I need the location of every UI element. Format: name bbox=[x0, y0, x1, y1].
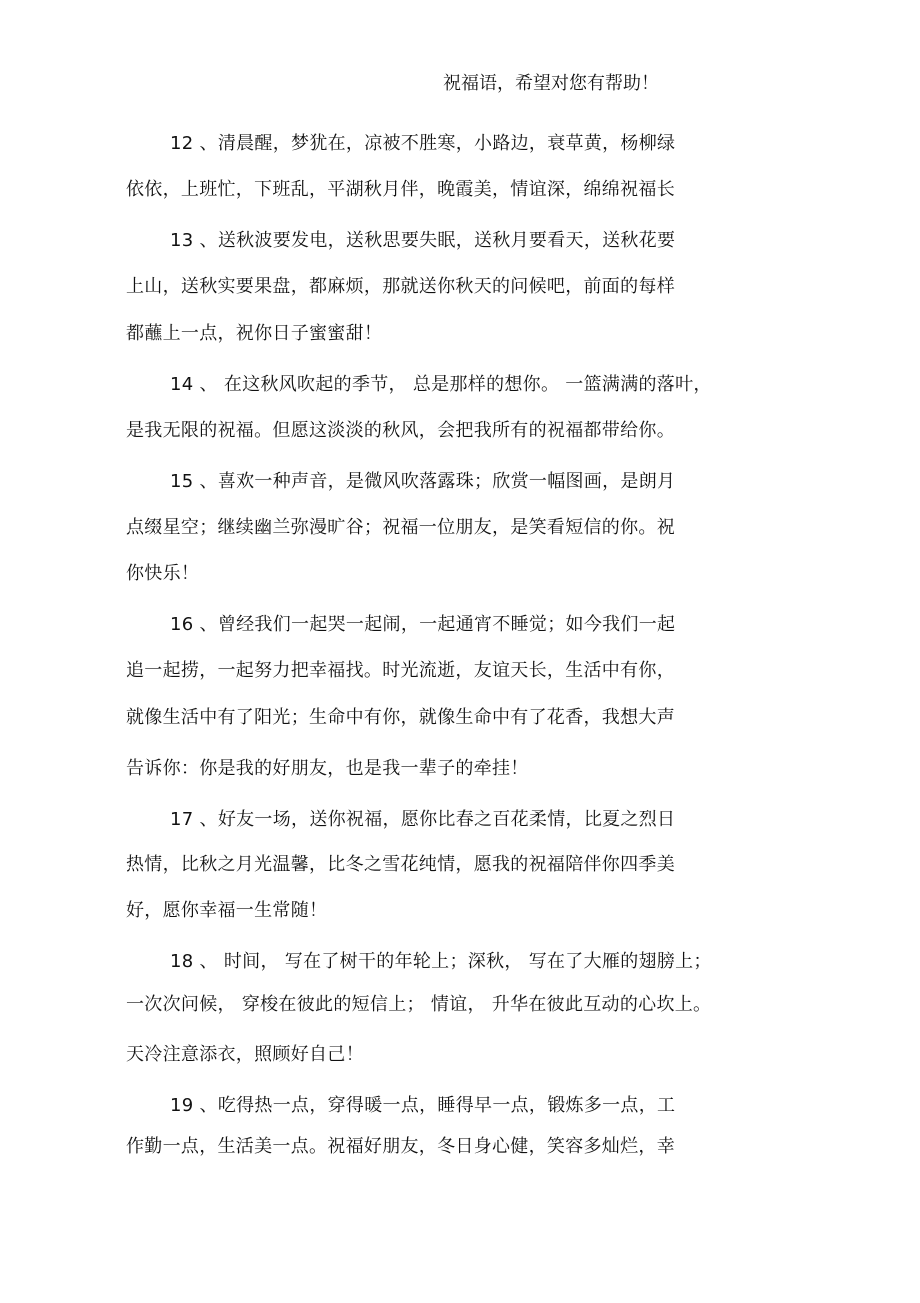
paragraph-line: 天冷注意添衣，照顾好自己！ bbox=[126, 1044, 364, 1065]
paragraph-line: 一次次问候， 穿梭在彼此的短信上； 情谊， 升华在彼此互动的心坎上。 bbox=[126, 994, 712, 1015]
paragraph-line: 15 、喜欢一种声音，是微风吹落露珠；欣赏一幅图画，是朗月 bbox=[170, 471, 676, 492]
paragraph-line: 就像生活中有了阳光；生命中有你，就像生命中有了花香，我想大声 bbox=[126, 707, 675, 728]
paragraph-line: 点缀星空；继续幽兰弥漫旷谷；祝福一位朋友，是笑看短信的你。祝 bbox=[126, 517, 675, 538]
paragraph-line: 上山，送秋实要果盘，都麻烦，那就送你秋天的问候吧，前面的每样 bbox=[126, 276, 675, 297]
paragraph-line: 是我无限的祝福。但愿这淡淡的秋风，会把我所有的祝福都带给你。 bbox=[126, 420, 675, 441]
page-header-title: 祝福语，希望对您有帮助！ bbox=[443, 73, 659, 94]
paragraph-line: 追一起捞，一起努力把幸福找。时光流逝，友谊天长，生活中有你， bbox=[126, 660, 675, 681]
paragraph-line: 热情，比秋之月光温馨，比冬之雪花纯情，愿我的祝福陪伴你四季美 bbox=[126, 854, 675, 875]
paragraph-line: 12 、清晨醒，梦犹在，凉被不胜寒，小路边，衰草黄，杨柳绿 bbox=[170, 133, 676, 154]
paragraph-line: 好，愿你幸福一生常随！ bbox=[126, 900, 328, 921]
paragraph-line: 依依，上班忙，下班乱，平湖秋月伴，晚霞美，情谊深，绵绵祝福长 bbox=[126, 179, 675, 200]
paragraph-line: 17 、好友一场，送你祝福，愿你比春之百花柔情，比夏之烈日 bbox=[170, 809, 676, 830]
paragraph-line: 16 、曾经我们一起哭一起闹，一起通宵不睡觉；如今我们一起 bbox=[170, 614, 676, 635]
paragraph-line: 作勤一点，生活美一点。祝福好朋友，冬日身心健，笑容多灿烂，幸 bbox=[126, 1136, 675, 1157]
paragraph-line: 13 、送秋波要发电，送秋思要失眠，送秋月要看天，送秋花要 bbox=[170, 230, 676, 251]
paragraph-line: 你快乐！ bbox=[126, 563, 200, 584]
paragraph-line: 18 、 时间， 写在了树干的年轮上；深秋， 写在了大雁的翅膀上； bbox=[170, 951, 712, 972]
paragraph-line: 19 、吃得热一点，穿得暖一点，睡得早一点，锻炼多一点，工 bbox=[170, 1095, 676, 1116]
paragraph-line: 告诉你：你是我的好朋友，也是我一辈子的牵挂！ bbox=[126, 758, 529, 779]
paragraph-line: 14 、 在这秋风吹起的季节， 总是那样的想你。 一篮满满的落叶， bbox=[170, 374, 712, 395]
paragraph-line: 都蘸上一点，祝你日子蜜蜜甜！ bbox=[126, 323, 383, 344]
